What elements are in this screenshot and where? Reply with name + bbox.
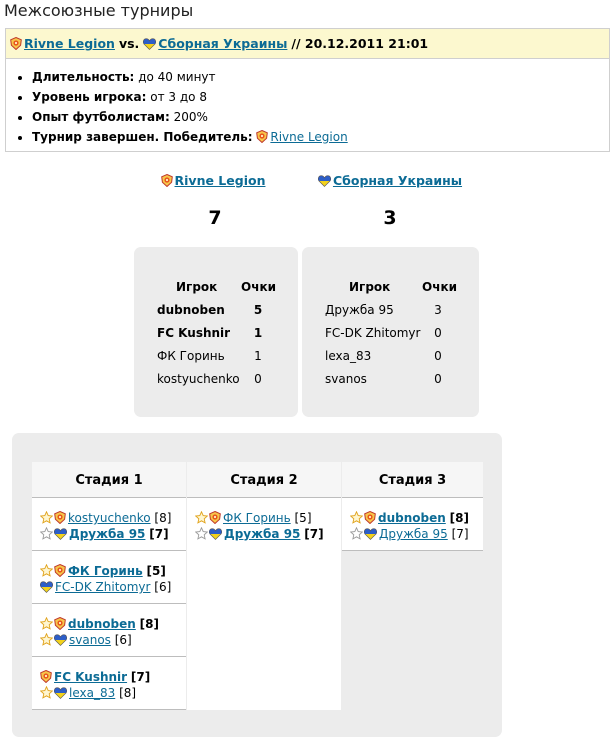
left-team-link[interactable]: Rivne Legion [174, 173, 266, 188]
team1-link[interactable]: Rivne Legion [24, 36, 115, 51]
match-player-line: ФК Горинь [5] [40, 563, 166, 579]
orange-crest-icon [10, 37, 22, 50]
star-icon [195, 511, 208, 524]
player-link[interactable]: lexa_83 [69, 686, 116, 700]
player-link[interactable]: Дружба 95 [224, 527, 301, 541]
match-player-line: FC-DK Zhitomyr [6] [40, 579, 171, 595]
detail-winner: • Турнир завершен. Победитель: Rivne Legion [32, 127, 609, 147]
match-player-line: kostyuchenko [8] [40, 510, 171, 526]
stage-2-column [187, 498, 341, 710]
match [32, 657, 186, 710]
star-icon [40, 527, 53, 540]
left-team-score: 7 [208, 207, 222, 229]
match [32, 604, 186, 657]
table-row: lexa_83 0 [325, 349, 442, 363]
right-team-link[interactable]: Сборная Украины [332, 173, 463, 188]
stage-3-header: Стадия 3 [342, 462, 483, 498]
match-details-list [6, 59, 609, 151]
match-player-line: Дружба 95 [7] [40, 526, 169, 542]
right-team-score: 3 [383, 207, 397, 229]
player-link[interactable]: dubnoben [378, 511, 446, 525]
match [342, 498, 483, 551]
player-link[interactable]: Дружба 95 [379, 527, 448, 541]
orange-crest-icon [40, 670, 52, 683]
blue-yellow-heart-icon [40, 581, 53, 593]
player-link[interactable]: kostyuchenko [68, 511, 151, 525]
orange-crest-icon [54, 564, 66, 577]
player-link[interactable]: Дружба 95 [69, 527, 146, 541]
star-icon [195, 527, 208, 540]
orange-crest-icon [54, 617, 66, 630]
orange-crest-icon [54, 511, 66, 524]
table-header: Игрок Очки [349, 280, 457, 294]
stage-1-column [32, 498, 186, 710]
detail-level: • Уровень игрока: от 3 до 8 [32, 87, 609, 107]
orange-crest-icon [161, 174, 173, 187]
stage-2-header: Стадия 2 [187, 462, 341, 498]
match-player-line: svanos [6] [40, 632, 132, 648]
player-link[interactable]: ФК Горинь [223, 511, 291, 525]
right-players-table [302, 247, 479, 417]
detail-experience: • Опыт футболистам: 200% [32, 107, 609, 127]
vs-label: vs. [118, 36, 140, 51]
star-icon [40, 686, 53, 699]
match-player-line: dubnoben [8] [40, 616, 159, 632]
blue-yellow-heart-icon [54, 687, 67, 699]
table-row: ФК Горинь 1 [157, 349, 262, 363]
match-player-line: FC Kushnir [7] [40, 669, 150, 685]
player-link[interactable]: svanos [69, 633, 111, 647]
team2-link[interactable]: Сборная Украины [158, 36, 288, 51]
left-team-name [148, 173, 278, 188]
orange-crest-icon [209, 511, 221, 524]
match-player-line: ФК Горинь [5] [195, 510, 312, 526]
table-row: dubnoben 5 [157, 303, 263, 317]
match [32, 498, 186, 551]
blue-yellow-heart-icon [318, 175, 331, 187]
player-link[interactable]: FC-DK Zhitomyr [55, 580, 151, 594]
match-header [6, 29, 609, 59]
orange-crest-icon [256, 130, 268, 143]
blue-yellow-heart-icon [54, 634, 67, 646]
winner-link[interactable]: Rivne Legion [270, 130, 348, 144]
star-icon [40, 564, 53, 577]
match-player-line: dubnoben [8] [350, 510, 469, 526]
star-icon [350, 527, 363, 540]
blue-yellow-heart-icon [54, 528, 67, 540]
star-icon [40, 617, 53, 630]
match [187, 498, 341, 550]
stage-3-column [342, 498, 483, 550]
match [32, 551, 186, 604]
match-player-line: Дружба 95 [7] [350, 526, 469, 542]
player-link[interactable]: FC Kushnir [54, 670, 128, 684]
right-team-name [310, 173, 470, 188]
player-link[interactable]: ФК Горинь [68, 564, 143, 578]
match-player-line: Дружба 95 [7] [195, 526, 324, 542]
stage-1-header: Стадия 1 [32, 462, 186, 498]
table-header: Игрок Очки [176, 280, 276, 294]
match-player-line: lexa_83 [8] [40, 685, 136, 701]
blue-yellow-heart-icon [364, 528, 377, 540]
star-icon [350, 511, 363, 524]
table-row: kostyuchenko 0 [157, 372, 262, 386]
orange-crest-icon [364, 511, 376, 524]
table-row: FC-DK Zhitomyr 0 [325, 326, 442, 340]
player-link[interactable]: dubnoben [68, 617, 136, 631]
blue-yellow-heart-icon [209, 528, 222, 540]
left-players-table [134, 247, 298, 417]
tournament-bracket [12, 433, 502, 737]
match-date: // 20.12.2011 21:01 [291, 36, 429, 51]
star-icon [40, 633, 53, 646]
table-row: FC Kushnir 1 [157, 326, 263, 340]
table-row: svanos 0 [325, 372, 442, 386]
page-title: Межсоюзные турниры [4, 1, 194, 20]
blue-yellow-heart-icon [143, 38, 156, 50]
match-info-panel [5, 28, 610, 152]
table-row: Дружба 95 3 [325, 303, 442, 317]
star-icon [40, 511, 53, 524]
detail-duration: • Длительность: до 40 минут [32, 67, 609, 87]
